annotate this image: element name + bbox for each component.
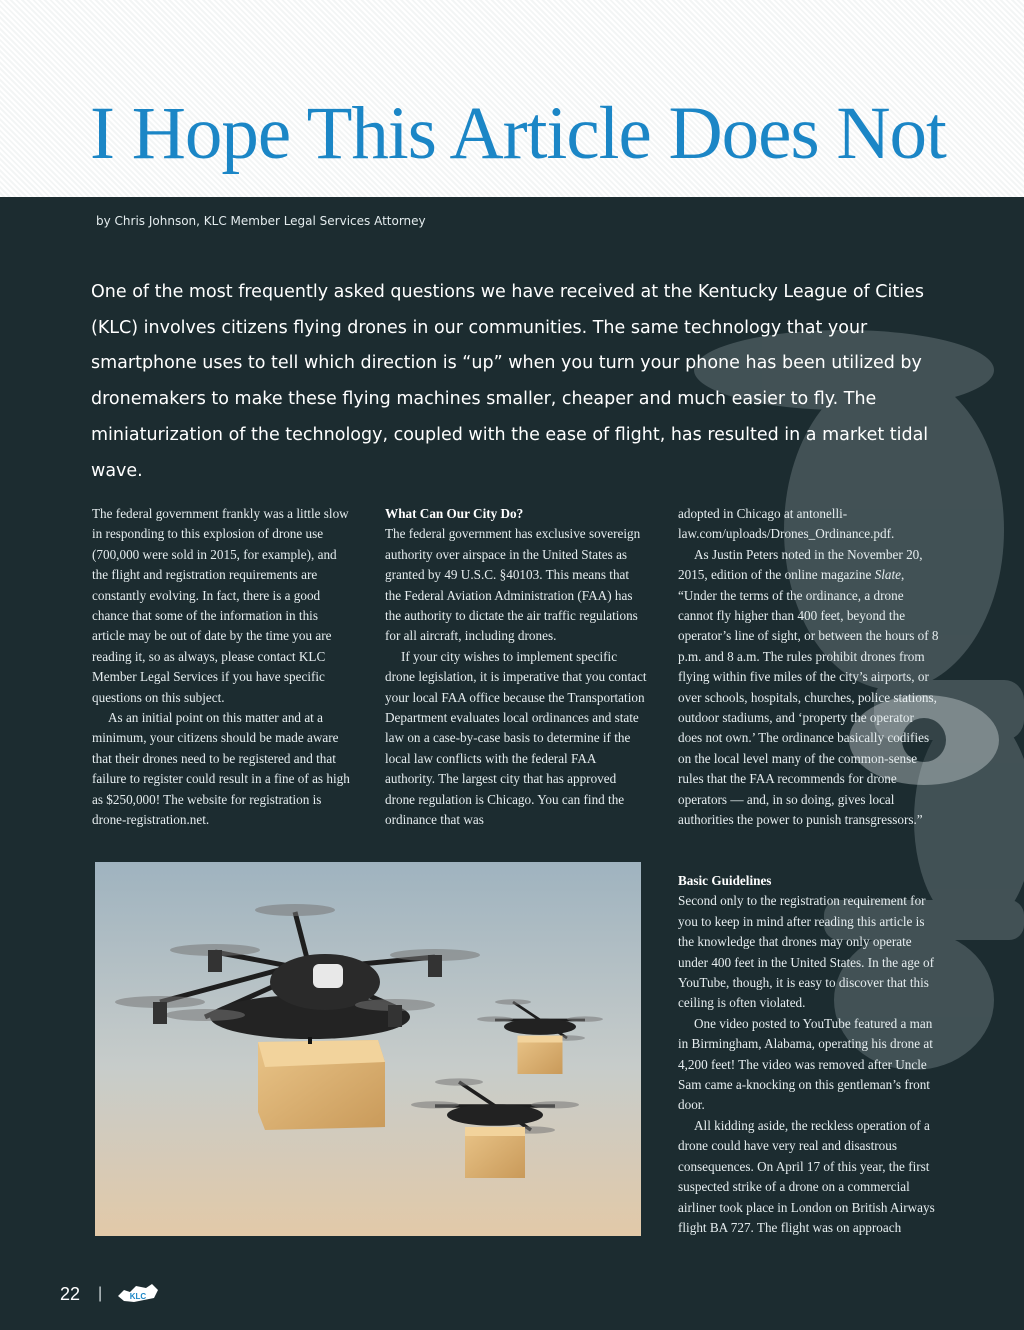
column-3 — [678, 504, 940, 831]
page-number: 22 — [60, 1283, 81, 1304]
byline: by Chris Johnson, KLC Member Legal Services Attorney — [96, 214, 426, 228]
column-1 — [92, 504, 354, 831]
col2-paragraph-1: The federal government has exclusive sovereign authority over airspace in the United States as granted by 49 U.S.C. §40103. This means that the Federal Aviation Administration (FAA) has the authority to dictate the air traffic regulations for all aircraft, including drones. — [385, 526, 641, 644]
col3-p2-text-a: As Justin Peters noted in the November 20, 2015, edition of the online magazine — [678, 546, 923, 583]
col3-p2-text-b: , “Under the terms of the ordinance, a drone cannot fly higher than 400 feet, beyond the operator’s line of sight, or between the hours of 8 p.m. and 8 a.m. The rules prohibit drones from flying within five miles of the city’s airports, or over schools, hospitals, churches, police stations, outdoor stadiums, and ‘property the operator does not own.’ The ordinance basically codifies on the local level many of the common-sense rules that the FAA recommends for drone operators — and, in so doing, gives local authorities the power to punish transgressors.” — [678, 567, 939, 828]
col3-paragraph-2 — [678, 545, 940, 831]
footer-separator: | — [98, 1285, 103, 1302]
col3-paragraph-1: adopted in Chicago at antonelli-law.com/uploads/Drones_Ordinance.pdf. — [678, 506, 895, 542]
col1-paragraph-1: The federal government frankly was a little slow in responding to this explosion of drone use (700,000 were sold in 2015, for example), and the flight and registration requirements are constantly evolving. In fact, there is a good chance that some of the information in this article may be out of date by the time you are reading it, so as always, please contact KLC Member Legal Services if you have specific questions on this subject. — [92, 506, 349, 705]
col3-paragraph-5: All kidding aside, the reckless operation of a drone could have very real and disastrous consequences. On April 17 of this year, the first suspected strike of a drone on a commercial airliner took place in London on British Airways flight BA 727. The flight was on approach — [678, 1117, 935, 1235]
col3-paragraph-3: Second only to the registration requirement for you to keep in mind after reading this article is the knowledge that drones may only operate under 400 feet in the United States. In the age of YouTube, though, it is easy to discover that this ceiling is often violated. — [678, 893, 934, 1011]
svg-text:KLC: KLC — [129, 1292, 147, 1301]
col2-paragraph-2: If your city wishes to implement specific drone legislation, it is imperative that you contact your local FAA office because the Transportation Department evaluates local ordinances and state law on a case-by-case basis to determine if the local law conflicts with the federal FAA authority. The largest city that has approved drone regulation is Chicago. You can find the ordinance that was — [385, 648, 647, 828]
section-heading-what-can-our-city-do: What Can Our City Do? — [385, 506, 524, 521]
column-2 — [385, 504, 647, 831]
col1-paragraph-2: As an initial point on this matter and at a minimum, your citizens should be made aware that their drones need to be registered and that failure to register could result in a fine of as high as $250,000! The website for registration is drone-registration.net. — [92, 710, 350, 828]
lede-paragraph: One of the most frequently asked questions we have received at the Kentucky League of Cities (KLC) involves citizens flying drones in our communities. The same technology that your smartphone uses to tell which direction is “up” when you turn your phone has been utilized by dronemakers to make these flying machines smaller, cheaper and much easier to fly. The miniaturization of the technology, coupled with the ease of flight, has resulted in a market tidal wave. — [91, 282, 929, 481]
col3-paragraph-4: One video posted to YouTube featured a man in Birmingham, Alabama, operating his drone at 4,200 feet! The video was removed after Uncle Sam came a-knocking on this gentleman’s front door. — [678, 1015, 933, 1113]
section-heading-basic-guidelines: Basic Guidelines — [678, 873, 772, 888]
page-footer — [60, 1280, 160, 1308]
klc-logo — [116, 1282, 160, 1306]
article-title: I Hope This Article Does Not — [90, 92, 946, 175]
column-3-lower — [678, 871, 940, 1238]
slate-magazine-name: Slate — [874, 567, 902, 583]
delivery-drones-photo — [95, 862, 641, 1236]
